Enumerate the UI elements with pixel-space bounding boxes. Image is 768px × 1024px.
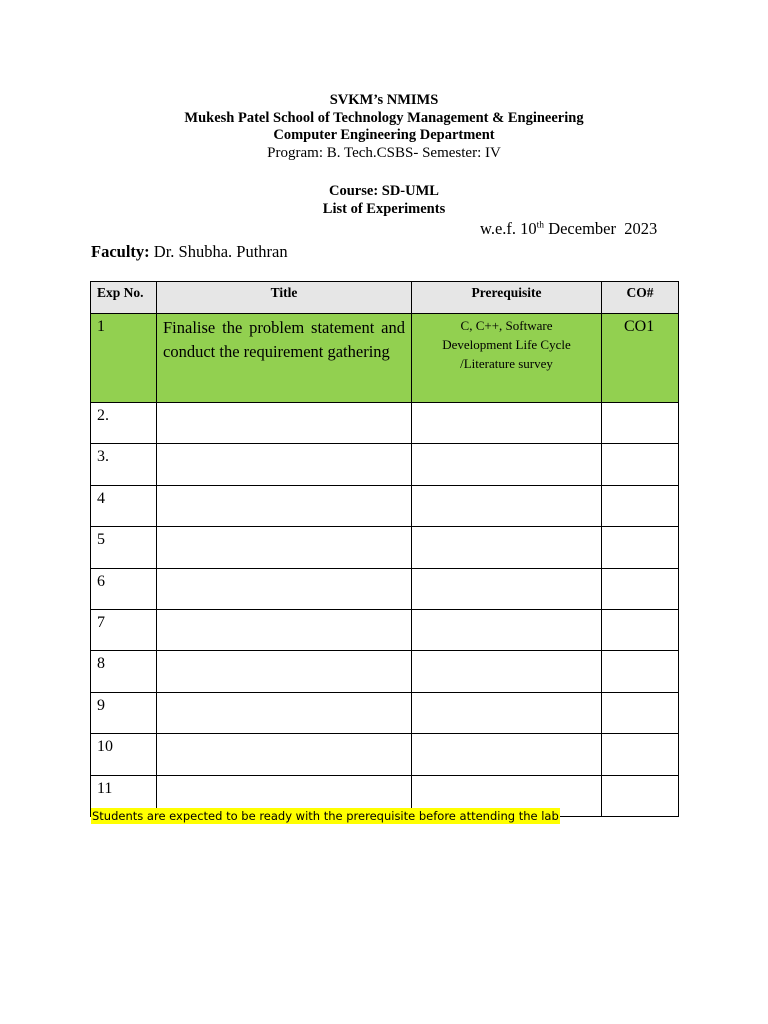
table-row: [91, 651, 679, 692]
exp-prerequisite: [412, 527, 602, 568]
exp-co: [602, 527, 679, 568]
exp-co: [602, 651, 679, 692]
table-row: [91, 734, 679, 775]
header-co: CO#: [602, 282, 679, 314]
exp-title: [157, 692, 412, 733]
table-row: [91, 692, 679, 733]
exp-prerequisite: [412, 609, 602, 650]
table-row: [91, 527, 679, 568]
prereq-line: C, C++, Software: [460, 318, 553, 333]
exp-prerequisite: [412, 314, 602, 403]
exp-co: [602, 734, 679, 775]
exp-prerequisite: [412, 651, 602, 692]
exp-title: [157, 609, 412, 650]
table-row: [91, 485, 679, 526]
exp-title: [157, 527, 412, 568]
course-title: Course: SD-UML: [329, 183, 439, 199]
exp-number: 1: [91, 314, 157, 403]
experiments-table: [90, 281, 679, 817]
exp-prerequisite: [412, 444, 602, 485]
exp-co: CO1: [602, 314, 679, 403]
exp-number: 7: [91, 609, 157, 650]
exp-prerequisite: [412, 485, 602, 526]
exp-number: 2.: [91, 403, 157, 444]
exp-title: [157, 444, 412, 485]
wef-rest: December 2023: [544, 219, 658, 238]
program-line: Program: B. Tech.CSBS- Semester: IV: [267, 145, 501, 161]
student-note: Students are expected to be ready with the prerequisite before attending the lab: [92, 809, 559, 823]
exp-co: [602, 403, 679, 444]
table-row: [91, 314, 679, 403]
exp-co: [602, 609, 679, 650]
exp-prerequisite: [412, 403, 602, 444]
school-name: Mukesh Patel School of Technology Management & Engineering: [184, 110, 584, 126]
exp-co: [602, 485, 679, 526]
wef-suffix: th: [536, 220, 545, 231]
table-header-row: [91, 282, 679, 314]
exp-title: [157, 734, 412, 775]
faculty-line: [91, 242, 288, 262]
exp-co: [602, 775, 679, 816]
wef-prefix: w.e.f. 10: [480, 219, 537, 238]
exp-number: 9: [91, 692, 157, 733]
exp-title: [157, 568, 412, 609]
header-prerequisite: Prerequisite: [412, 282, 602, 314]
effective-date: [480, 219, 657, 239]
exp-co: [602, 444, 679, 485]
exp-co: [602, 568, 679, 609]
header-title: Title: [157, 282, 412, 314]
table-row: [91, 609, 679, 650]
exp-prerequisite: [412, 568, 602, 609]
table-row: [91, 568, 679, 609]
prereq-line: Development Life Cycle: [442, 337, 571, 352]
header-exp-no: Exp No.: [91, 282, 157, 314]
exp-title: [157, 651, 412, 692]
exp-co: [602, 692, 679, 733]
exp-prerequisite: [412, 734, 602, 775]
list-title: List of Experiments: [322, 201, 446, 217]
exp-number: 11: [91, 775, 157, 816]
department-name: Computer Engineering Department: [273, 127, 495, 143]
exp-number: 6: [91, 568, 157, 609]
faculty-label: Faculty:: [91, 242, 150, 261]
exp-number: 8: [91, 651, 157, 692]
exp-number: 3.: [91, 444, 157, 485]
exp-title: [157, 485, 412, 526]
table-row: [91, 403, 679, 444]
exp-number: 10: [91, 734, 157, 775]
exp-title: [157, 403, 412, 444]
exp-prerequisite: [412, 692, 602, 733]
faculty-name: Dr. Shubha. Puthran: [149, 242, 288, 261]
institution-name: SVKM’s NMIMS: [329, 92, 439, 108]
table-row: [91, 444, 679, 485]
exp-number: 4: [91, 485, 157, 526]
exp-title: Finalise the problem statement and conduct the requirement gathering: [157, 314, 412, 403]
prereq-line: /Literature survey: [460, 356, 553, 371]
exp-number: 5: [91, 527, 157, 568]
